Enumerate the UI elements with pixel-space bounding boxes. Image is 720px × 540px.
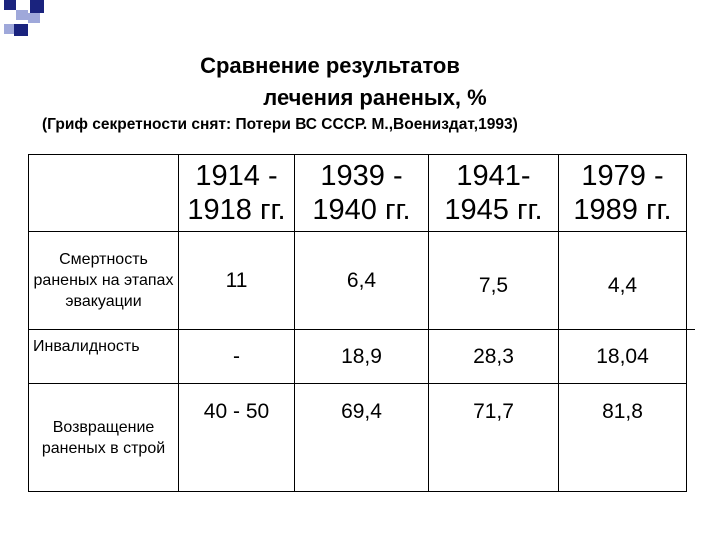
- table-cell: 40 - 50: [179, 384, 295, 492]
- column-header-line-1: 1914 -: [195, 160, 278, 192]
- table-cell: 69,4: [295, 384, 429, 492]
- row-label: Возвращение раненых в строй: [29, 384, 179, 492]
- row-label: Инвалидность: [29, 330, 179, 384]
- divider-line: [548, 329, 695, 330]
- table-cell: 18,9: [295, 330, 429, 384]
- column-header-line-1: 1941-: [456, 160, 531, 192]
- column-header-line-2: 1918 гг.: [187, 194, 286, 226]
- table-cell: -: [179, 330, 295, 384]
- column-header-line-1: 1939 -: [320, 160, 403, 192]
- row-label: Смертность раненых на этапах эвакуации: [29, 232, 179, 330]
- column-header: [295, 155, 429, 232]
- column-header-line-2: 1989 гг.: [573, 194, 672, 226]
- table-cell: 7,5: [429, 232, 559, 330]
- decoration-square-light: [4, 24, 14, 34]
- decoration-square-light: [28, 13, 40, 23]
- table-cell: 11: [179, 232, 295, 330]
- column-header: [179, 155, 295, 232]
- slide-title: [0, 50, 720, 114]
- title-line-1: Сравнение результатов: [200, 53, 460, 78]
- column-header-line-1: 1979 -: [581, 160, 664, 192]
- column-header-line-2: 1940 гг.: [312, 194, 411, 226]
- decoration-square-dark: [30, 0, 44, 13]
- table-cell: 4,4: [559, 232, 687, 330]
- column-header-line-2: 1945 гг.: [444, 194, 543, 226]
- corner-cell: [29, 155, 179, 232]
- source-note: (Гриф секретности снят: Потери ВС СССР. М.,Воениздат,1993): [42, 116, 518, 133]
- decoration-square-dark: [14, 24, 28, 36]
- table-cell: 18,04: [559, 330, 687, 384]
- decoration-square-dark: [4, 0, 16, 10]
- table-cell: 81,8: [559, 384, 687, 492]
- table-row: [29, 330, 687, 384]
- table-cell: 28,3: [429, 330, 559, 384]
- column-header: [429, 155, 559, 232]
- results-table: [28, 154, 687, 492]
- title-line-2: лечения раненых, %: [263, 85, 487, 110]
- table-row: [29, 384, 687, 492]
- column-header: [559, 155, 687, 232]
- header-row: [29, 155, 687, 232]
- table-cell: 6,4: [295, 232, 429, 330]
- table-row: [29, 232, 687, 330]
- decoration-square-light: [16, 10, 28, 20]
- table-cell: 71,7: [429, 384, 559, 492]
